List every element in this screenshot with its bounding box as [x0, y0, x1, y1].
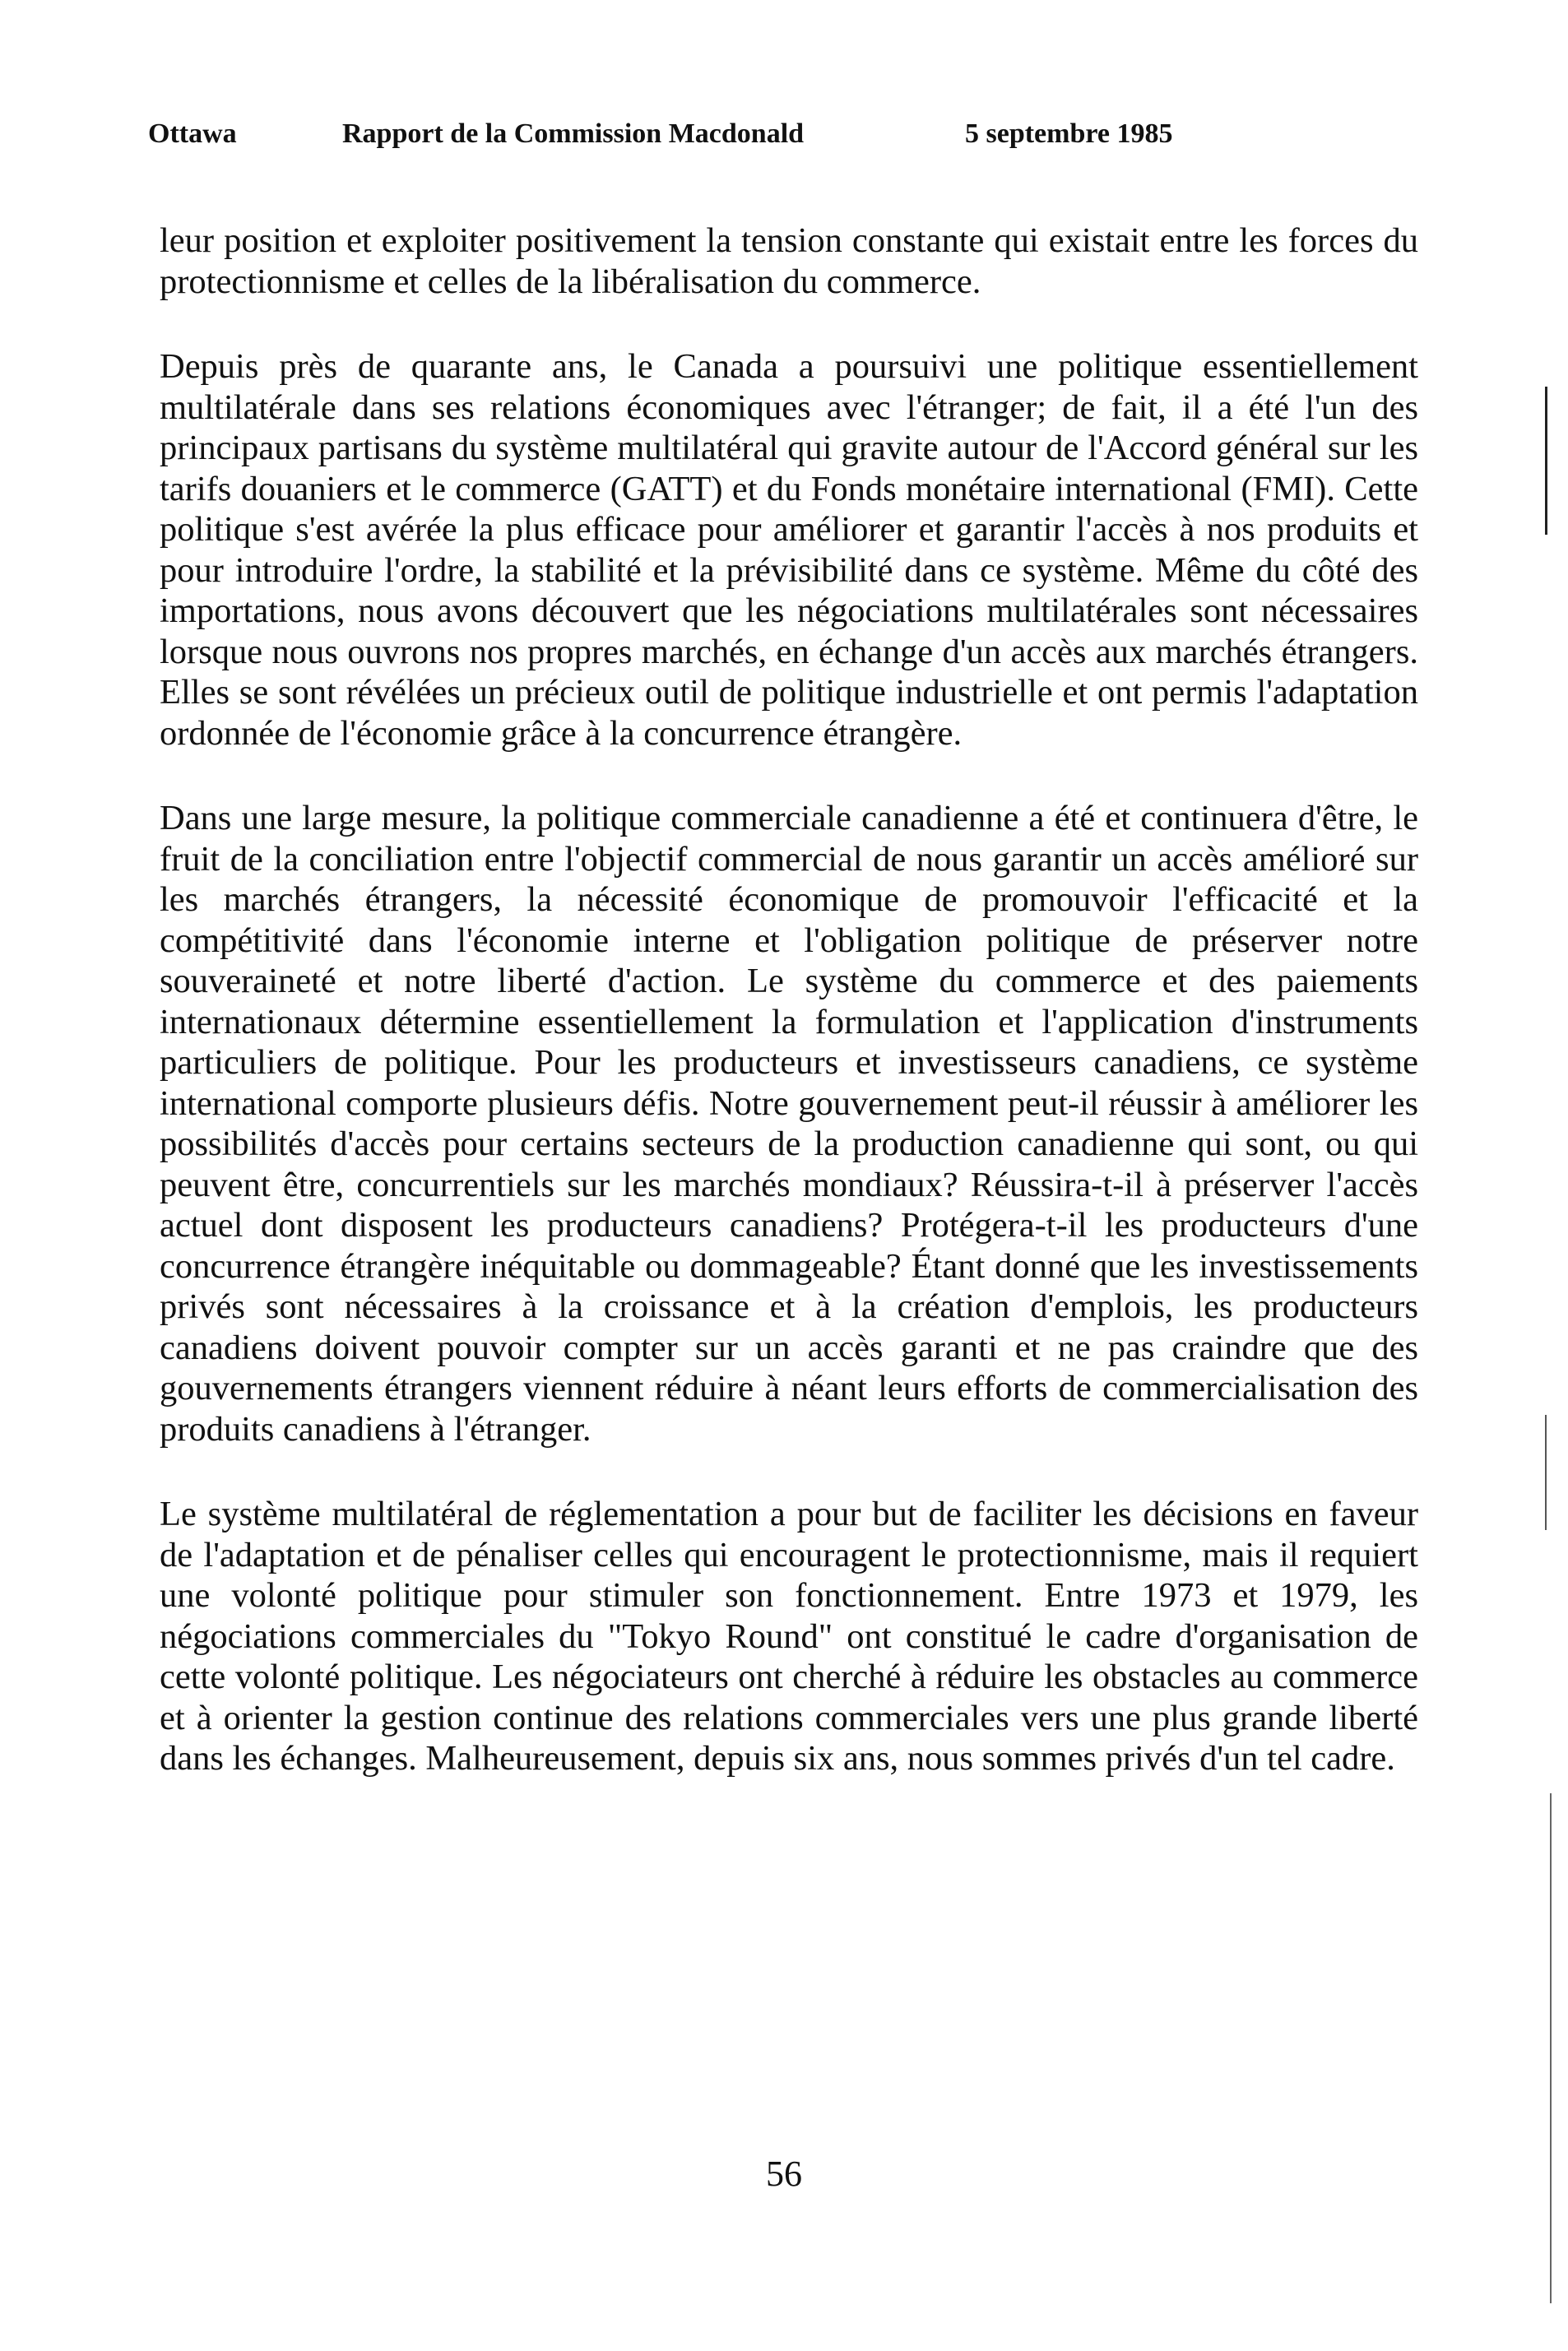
- header-date: 5 septembre 1985: [965, 118, 1173, 149]
- margin-scan-mark: [1550, 1793, 1552, 2303]
- margin-scan-mark: [1545, 1415, 1547, 1530]
- paragraph-3: Dans une large mesure, la politique commerciale canadienne a été et continuera d'être, le fruit de la conciliation entre l'objectif commercial de nous garantir un accès amélioré sur les marchés étrangers, la nécessité économique de promouvoir l'efficacité et la compétitivité dans l'économie interne et l'obligation politique de préserver notre souveraineté et notre liberté d'action. Le système du commerce et des paiements internationaux détermine essentiellement la formulation et l'application d'instruments particuliers de politique. Pour les producteurs et investisseurs canadiens, ce système international comporte plusieurs défis. Notre gouvernement peut-il réussir à améliorer les possibilités d'accès pour certains secteurs de la production canadienne qui sont, ou qui peuvent être, concurrentiels sur les marchés mondiaux? Réussira-t-il à préserver l'accès actuel dont disposent les producteurs canadiens? Protégera-t-il les producteurs d'une concurrence étrangère inéquitable ou dommageable? Étant donné que les investissements privés sont nécessaires à la croissance et à la création d'emplois, les producteurs canadiens doivent pouvoir compter sur un accès garanti et ne pas craindre que des gouvernements étrangers viennent réduire à néant leurs efforts de commercialisation des produits canadiens à l'étranger.: [160, 799, 1418, 1449]
- header-city: Ottawa: [148, 118, 237, 149]
- header-report-title: Rapport de la Commission Macdonald: [342, 118, 805, 149]
- paragraph-1: leur position et exploiter positivement la tension constante qui existait entre les forces du protectionnisme et celles de la libéralisation du commerce.: [160, 221, 1418, 301]
- page-header: [148, 114, 1316, 155]
- paragraph-4: Le système multilatéral de réglementation a pour but de faciliter les décisions en faveur de l'adaptation et de pénaliser celles qui encouragent le protectionnisme, mais il requiert une volonté politique pour stimuler son fonctionnement. Entre 1973 et 1979, les négociations commerciales du "Tokyo Round" ont constitué le cadre d'organisation de cette volonté politique. Les négociateurs ont cherché à réduire les obstacles au commerce et à orienter la gestion continue des relations commerciales vers une plus grande liberté dans les échanges. Malheureusement, depuis six ans, nous sommes privés d'un tel cadre.: [160, 1495, 1418, 1778]
- margin-scan-mark: [1545, 387, 1547, 535]
- page-number: 56: [766, 2154, 802, 2194]
- paragraph-2: Depuis près de quarante ans, le Canada a poursuivi une politique essentiellement multilatérale dans ses relations économiques avec l'étranger; de fait, il a été l'un des principaux partisans du système multilatéral qui gravite autour de l'Accord général sur les tarifs douaniers et le commerce (GATT) et du Fonds monétaire international (FMI). Cette politique s'est avérée la plus efficace pour améliorer et garantir l'accès à nos produits et pour introduire l'ordre, la stabilité et la prévisibilité dans ce système. Même du côté des importations, nous avons découvert que les négociations multilatérales sont nécessaires lorsque nous ouvrons nos propres marchés, en échange d'un accès aux marchés étrangers. Elles se sont révélées un précieux outil de politique industrielle et ont permis l'adaptation ordonnée de l'économie grâce à la concurrence étrangère.: [160, 347, 1418, 753]
- body-text: [160, 220, 1418, 1824]
